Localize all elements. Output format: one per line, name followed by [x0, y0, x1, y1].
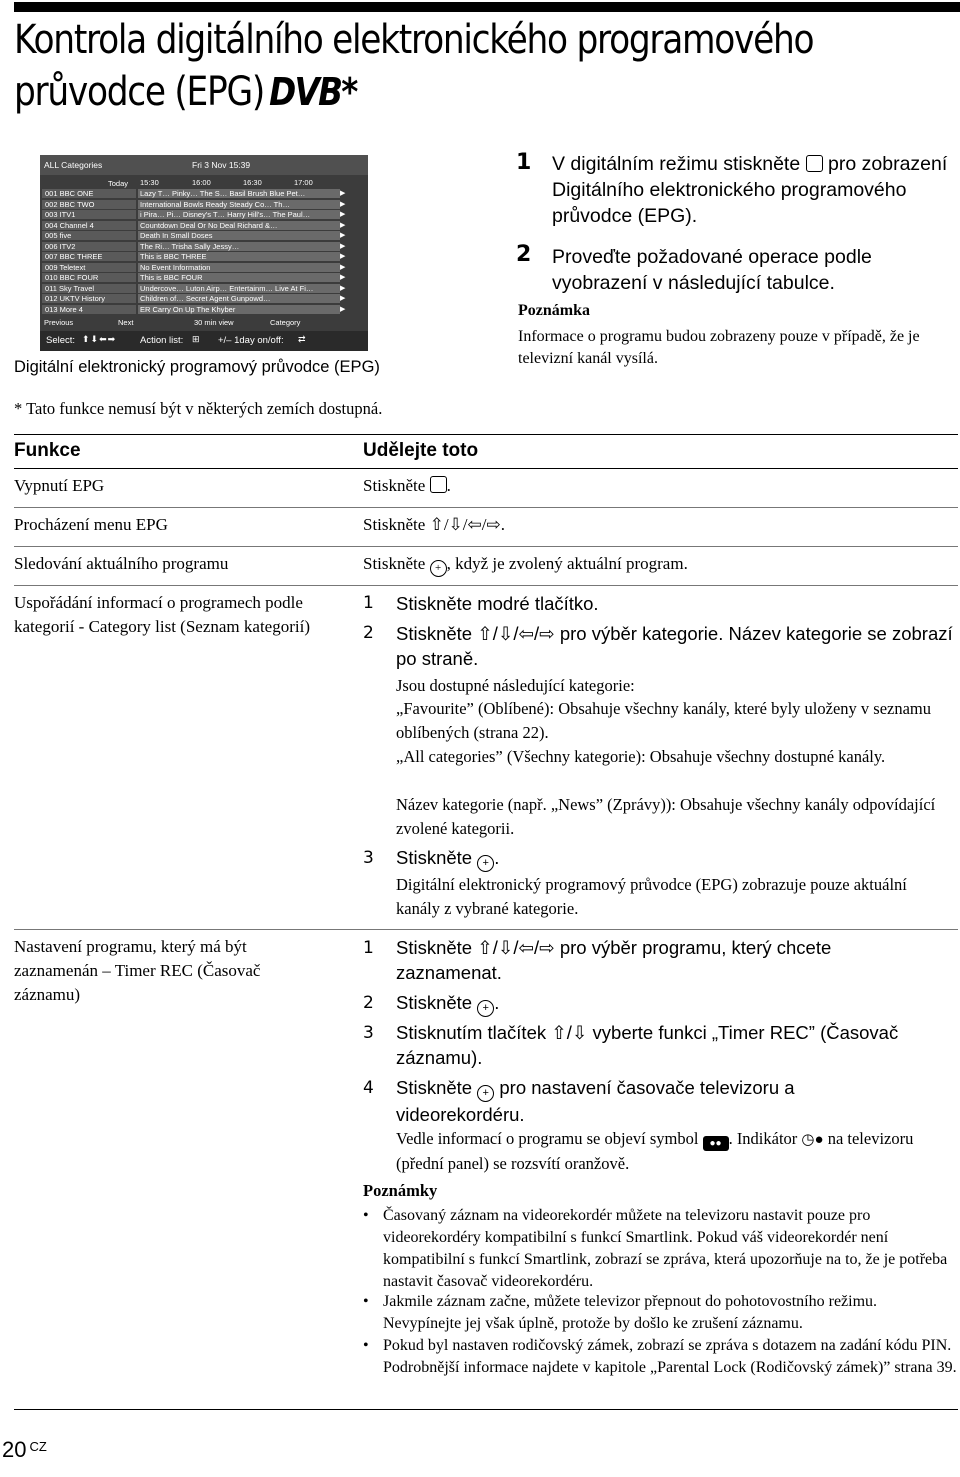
swap-icon: ⇄ — [298, 334, 306, 344]
action-end: . — [446, 476, 451, 495]
epg-time: 16:00 — [192, 178, 211, 187]
epg-time: 15:30 — [140, 178, 159, 187]
page-number-value: 20 — [2, 1437, 27, 1462]
guide-button-icon — [430, 476, 447, 493]
timer-note-bullet: Jakmile záznam začne, můžete televizor přepnout do pohotovostního režimu. Nevypínejte jej však úplně, protože by došlo ke zrušení záznamu. — [383, 1293, 878, 1332]
epg-channel: 010 BBC FOUR — [42, 273, 136, 282]
table-cell-action — [363, 513, 505, 537]
page-lang: CZ — [29, 1439, 47, 1454]
epg-nav-previous: Previous — [44, 318, 74, 327]
epg-row — [40, 189, 368, 199]
epg-channel: 003 ITV1 — [42, 210, 136, 219]
epg-row — [40, 305, 368, 315]
page-title-line2: průvodce (EPG) — [14, 69, 264, 115]
epg-channel: 005 five — [42, 231, 136, 240]
timer-indicator-icon: ◷● — [801, 1132, 824, 1148]
epg-nav-30min: 30 min view — [194, 318, 234, 327]
category-sub1: Jsou dostupné následující kategorie: — [396, 676, 635, 695]
epg-nav-category: Category — [270, 318, 301, 327]
guide-button-icon — [806, 155, 823, 172]
step-text — [552, 151, 952, 229]
table-cell-function: Uspořádání informací o programech podle kategorií - Category list (Seznam kategorií) — [14, 593, 310, 636]
step-number: 2 — [363, 623, 374, 643]
title-bar — [14, 2, 960, 12]
ok-button-icon: + — [477, 1000, 494, 1017]
arrow-keys-icon: ⇧/⇩/⇦/⇨ — [477, 937, 555, 958]
timer-step3-a: Stisknutím tlačítek — [396, 1022, 547, 1043]
epg-channel: 012 UKTV History — [42, 294, 136, 303]
epg-programs: This is BBC FOUR — [138, 273, 340, 282]
table-row-rule — [14, 546, 958, 547]
epg-programs: Undercove… Luton Airp… Entertainm… Live At Fi… — [138, 284, 340, 293]
step-number: 3 — [363, 1023, 374, 1043]
table-top-rule — [14, 434, 958, 435]
table-cell-function: Vypnutí EPG — [14, 476, 105, 495]
up-down-icon: ⇧/⇩ — [551, 1022, 588, 1043]
step-number: 2 — [363, 993, 374, 1013]
epg-channel: 007 BBC THREE — [42, 252, 136, 261]
category-sub4: Název kategorie (např. „News” (Zprávy)): Obsahuje všechny kanály odpovídající zvolené kategorii. — [396, 795, 936, 838]
category-step3-text: Stiskněte — [396, 847, 473, 868]
table-cell-function: Sledování aktuálního programu — [14, 554, 229, 573]
step1-text-a: V digitálním režimu stiskněte — [552, 153, 801, 175]
epg-channel: 001 BBC ONE — [42, 189, 136, 198]
table-header-function: Funkce — [14, 440, 81, 461]
table-header-action: Udělejte toto — [363, 440, 479, 461]
timer-sub1 — [396, 1127, 944, 1176]
note-heading: Poznámka — [518, 302, 590, 319]
table-cell-function: Nastavení programu, který má být zaznamenán – Timer REC (Časovač záznamu) — [14, 937, 261, 1004]
action-end: , když je zvolený aktuální program. — [446, 554, 688, 573]
arrow-right-icon: ▶ — [340, 263, 346, 271]
epg-channel: 006 ITV2 — [42, 242, 136, 251]
epg-screenshot — [40, 155, 368, 351]
arrow-right-icon: ▶ — [340, 200, 346, 208]
table-header-rule — [14, 468, 958, 469]
epg-row — [40, 284, 368, 294]
arrow-right-icon: ▶ — [340, 253, 346, 260]
timer-note-bullet: Pokud byl nastaven rodičovský zámek, zobrazí se zpráva s dotazem na zadání kódu PIN. Podrobnější informace najdete v kapitole „Parental Lock (Rodičovský zámek)” strana 39. — [383, 1337, 957, 1376]
epg-programs: International Bowls Ready Steady Co… Th… — [138, 200, 340, 209]
arrow-right-icon: ▶ — [340, 274, 346, 281]
arrow-right-icon: ▶ — [340, 242, 346, 250]
page-number — [2, 1437, 47, 1463]
epg-footer-day: +/– 1day on/off: — [218, 335, 284, 346]
epg-channel: 002 BBC TWO — [42, 200, 136, 209]
category-step2-b: pro výběr kategorie. Název kategorie se zobrazí po straně. — [396, 623, 953, 669]
epg-time: 16:30 — [243, 178, 262, 187]
epg-row — [40, 242, 368, 252]
step-number: 2 — [516, 242, 532, 267]
timer-step4 — [396, 1075, 916, 1127]
epg-programs: ER Carry On Up The Khyber — [138, 305, 340, 314]
bullet-icon: • — [363, 1337, 369, 1354]
epg-channel: 004 Channel 4 — [42, 221, 136, 230]
arrow-right-icon: ▶ — [340, 284, 346, 292]
epg-programs: i Pira… Pi… Disney's T… Harry Hill's… The Paul… — [138, 210, 340, 219]
step1-text-b: pro zobrazení Digitálního elektronického programového průvodce (EPG). — [552, 153, 948, 227]
arrow-right-icon: ▶ — [340, 305, 346, 313]
step-number: 1 — [363, 938, 374, 958]
epg-channel: 009 Teletext — [42, 263, 136, 272]
epg-row — [40, 273, 368, 283]
category-step2 — [396, 621, 956, 671]
epg-time: 17:00 — [294, 178, 313, 187]
bullet-icon: • — [363, 1293, 369, 1310]
action-text: Stiskněte — [363, 476, 426, 495]
category-step1: Stiskněte modré tlačítko. — [396, 593, 599, 614]
category-sub2: „Favourite” (Oblíbené): Obsahuje všechny kanály, které byly uloženy v seznamu oblíbených (strana 22). — [396, 699, 932, 742]
epg-footer-action: Action list: — [140, 335, 184, 346]
arrow-keys-icon: ⇧/⇩/⇦/⇨ — [477, 623, 555, 644]
ok-button-icon: + — [430, 560, 447, 577]
timer-step3 — [396, 1020, 958, 1070]
timer-step3-b: vyberte funkci „Timer REC” (Časovač záznamu). — [396, 1022, 899, 1068]
timer-note-bullet: Časovaný záznam na videorekordér můžete na televizoru nastavit pouze pro videorekordéry kompatibilní s funkcí Smartlink. Pokud váš videorekordér není kompatibilní s funkcí Smartlink, zobrazí se zpráva, která upozorňuje na to, že je potřeba nastavit časovač videorekordéru. — [383, 1207, 948, 1290]
step-text: Proveďte požadované operace podle vyobrazení v následující tabulce. — [552, 246, 872, 294]
bullet-icon: • — [363, 1207, 369, 1224]
arrow-right-icon: ▶ — [340, 221, 346, 229]
table-row-rule — [14, 929, 958, 930]
epg-row — [40, 210, 368, 220]
epg-programs: Lazy T… Pinky… The S… Basil Brush Blue Pet… — [138, 189, 340, 198]
category-sub3: „All categories” (Všechny kategorie): Obsahuje všechny dostupné kanály. — [396, 747, 886, 766]
ok-button-icon: + — [477, 1085, 494, 1102]
epg-row — [40, 294, 368, 304]
page-title — [14, 14, 822, 118]
page-title-line1: Kontrola digitálního elektronického programového — [14, 17, 814, 63]
timer-step1-a: Stiskněte — [396, 937, 473, 958]
dvb-logo: DVB* — [269, 70, 357, 114]
action-text: Stiskněte — [363, 554, 426, 573]
ok-button-icon: + — [477, 855, 494, 872]
timer-notes-heading: Poznámky — [363, 1181, 438, 1200]
epg-programs: No Event Information — [138, 263, 340, 272]
step-number: 4 — [363, 1078, 374, 1098]
epg-programs: This is BBC THREE — [138, 252, 340, 261]
epg-row — [40, 221, 368, 231]
timer-step2-text: Stiskněte — [396, 992, 473, 1013]
timer-sub1-a: Vedle informací o programu se objeví symbol — [396, 1129, 699, 1148]
epg-channel: 013 More 4 — [42, 305, 136, 314]
footnote: * Tato funkce nemusí být v některých zemích dostupná. — [14, 399, 383, 418]
arrow-right-icon: ▶ — [340, 295, 346, 302]
epg-programs: Countdown Deal Or No Deal Richard &… — [138, 221, 340, 230]
table-row-rule — [14, 507, 958, 508]
epg-row — [40, 200, 368, 210]
epg-row — [40, 231, 368, 241]
timer-sub1-b: . Indikátor — [728, 1129, 798, 1148]
timer-step4-b: pro nastavení časovače televizoru a videorekordéru. — [396, 1077, 795, 1125]
table-row-rule — [14, 585, 958, 586]
timer-step1 — [396, 935, 916, 985]
epg-today: Today — [108, 179, 129, 188]
epg-row — [40, 252, 368, 262]
step-number: 1 — [516, 150, 532, 175]
epg-row — [40, 263, 368, 273]
epg-caption: Digitální elektronický programový průvodce (EPG) — [14, 358, 380, 376]
epg-category: ALL Categories — [44, 160, 103, 170]
category-sub5: Digitální elektronický programový průvodce (EPG) zobrazuje pouze aktuální kanály z vybrané kategorie. — [396, 875, 907, 918]
step-number: 3 — [363, 848, 374, 868]
plus-box-icon: ⊞ — [192, 334, 200, 344]
timer-step1-b: pro výběr programu, který chcete zaznamenat. — [396, 937, 832, 983]
table-cell-action — [363, 474, 451, 498]
category-step2-a: Stiskněte — [396, 623, 473, 644]
action-end: . — [500, 515, 505, 534]
arrow-keys-icon: ⬆⬇⬅➡ — [82, 334, 117, 344]
epg-channel: 011 Sky Travel — [42, 284, 136, 293]
arrow-right-icon: ▶ — [340, 190, 346, 197]
category-step3: Stiskněte + . — [396, 845, 499, 872]
note-text: Informace o programu budou zobrazeny pouze v případě, že je televizní kanál vysílá. — [518, 328, 920, 367]
timer-sub1-c: na televizoru (přední panel) se rozsvítí oranžově. — [396, 1129, 914, 1173]
arrow-right-icon: ▶ — [340, 232, 346, 239]
timer-step2: Stiskněte + . — [396, 990, 499, 1017]
step-number: 1 — [363, 593, 374, 613]
table-cell-action — [363, 552, 688, 577]
arrow-right-icon: ▶ — [340, 211, 346, 218]
table-bottom-rule — [14, 1409, 958, 1410]
epg-nav-next: Next — [118, 318, 134, 327]
vcr-record-icon: ●● — [703, 1136, 729, 1151]
action-text: Stiskněte — [363, 515, 426, 534]
epg-footer-select: Select: — [46, 335, 76, 346]
timer-step4-a: Stiskněte — [396, 1077, 473, 1098]
epg-programs: Death In Small Doses — [138, 231, 340, 240]
epg-programs: The Ri… Trisha Sally Jessy… — [138, 242, 340, 251]
epg-programs: Children of… Secret Agent Gunpowd… — [138, 294, 340, 303]
epg-datetime: Fri 3 Nov 15:39 — [192, 160, 251, 170]
arrow-keys-icon: ⇧/⇩/⇦/⇨ — [429, 515, 501, 534]
table-cell-function: Procházení menu EPG — [14, 515, 168, 534]
